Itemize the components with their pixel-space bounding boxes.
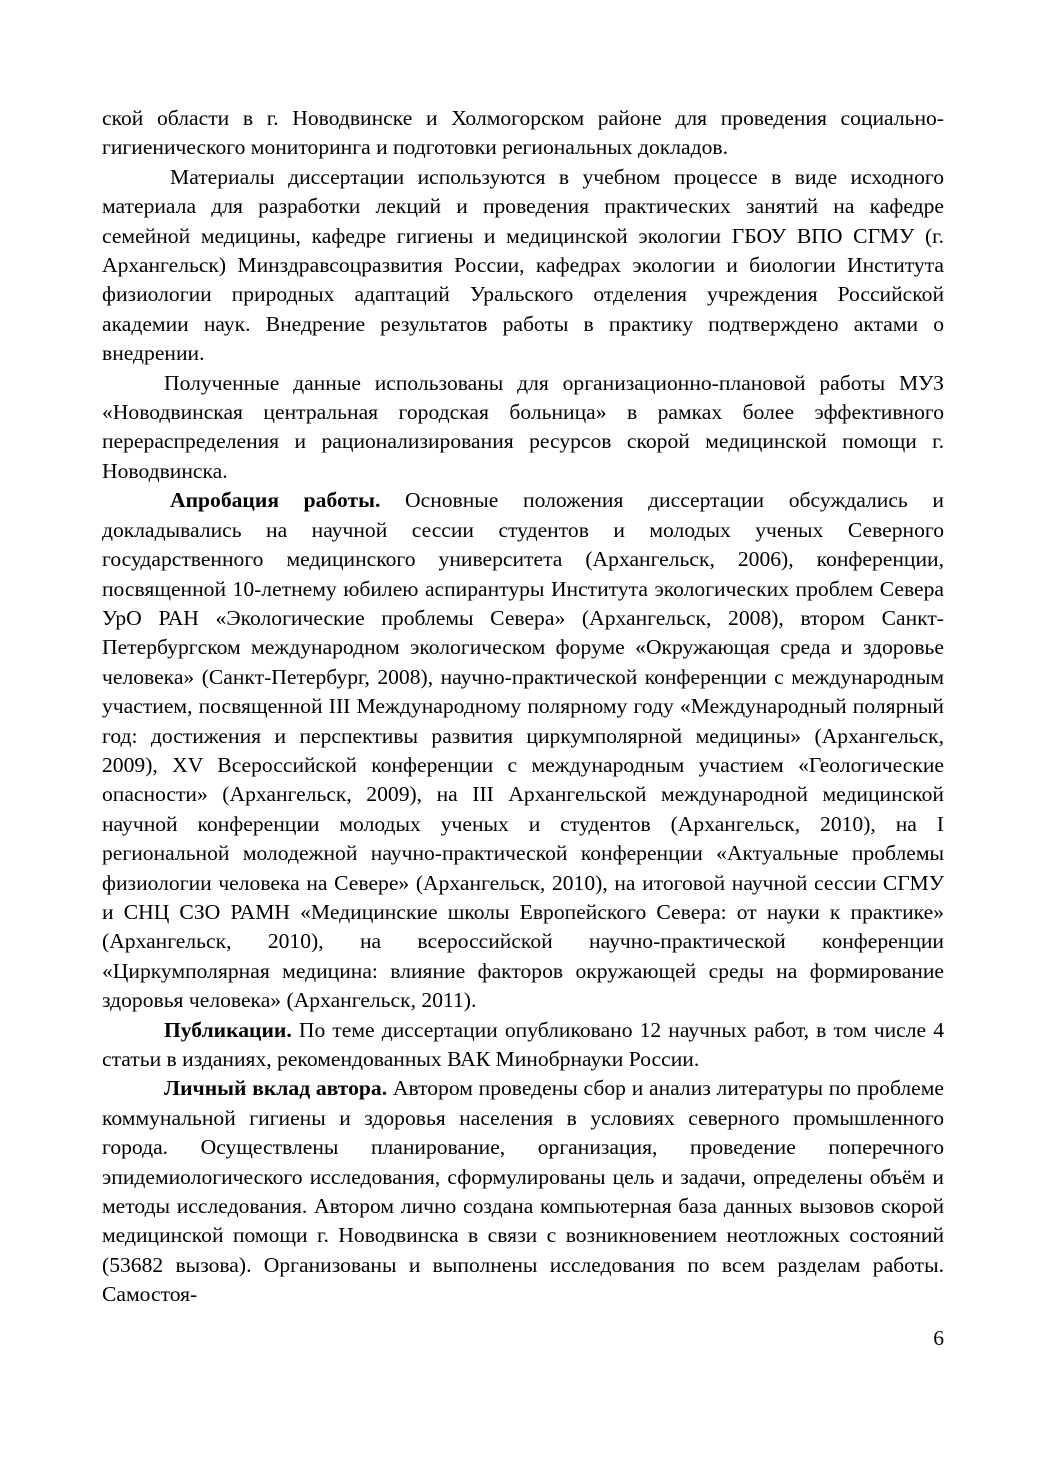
paragraph-materials bbox=[102, 163, 944, 369]
paragraph-heading: Личный вклад автора. bbox=[164, 1076, 388, 1101]
paragraph-heading: Апробация работы. bbox=[170, 488, 381, 513]
paragraph-publications bbox=[102, 1016, 944, 1075]
paragraph-data-used bbox=[102, 369, 944, 487]
paragraph-text: Основные положения диссертации обсуждались и докладывались на научной сессии студентов и молодых ученых Северного государственного медицинского университета (Архангельск, 2006), конференции, посвященной 10-летнему юбилею аспирантуры Института экологических проблем Севера УрО РАН «Экологические проблемы Севера» (Архангельск, 2008), втором Санкт-Петербургском международном экологическом форуме «Окружающая среда и здоровье человека» (Санкт-Петербург, 2008), научно-практической конференции с международным участием, посвященной III Международному полярному году «Международный полярный год: достижения и перспективы развития циркумполярной медицины» (Архангельск, 2009), XV Всероссийской конференции с международным участием «Геологические опасности» (Архангельск, 2009), на III Архангельской международной медицинской научной конференции молодых ученых и студентов (Архангельск, 2010), на I региональной молодежной научно-практической конференции «Актуальные проблемы физиологии человека на Севере» (Архангельск, 2010), на итоговой научной сессии СГМУ и СНЦ СЗО РАМН «Медицинские школы Европейского Севера: от науки к практике» (Архангельск, 2010), на всероссийской научно-практической конференции «Циркумполярная медицина: влияние факторов окружающей среды на формирование здоровья человека» (Архангельск, 2011). bbox=[102, 488, 944, 1013]
paragraph-approbation bbox=[102, 486, 944, 1015]
paragraph-heading: Публикации. bbox=[164, 1017, 292, 1042]
paragraph-text: По теме диссертации опубликовано 12 научных работ, в том числе 4 статьи в изданиях, рекомендованных ВАК Минобрнауки России. bbox=[102, 1017, 944, 1071]
paragraph-continuation bbox=[102, 104, 944, 163]
paragraph-text: Автором проведены сбор и анализ литературы по проблеме коммунальной гигиены и здоровья населения в условиях северного промышленного города. Осуществлены планирование, организация, проведение поперечного эпидемиологического исследования, сформулированы цель и задачи, определены объём и методы исследования. Автором лично создана компьютерная база данных вызовов скорой медицинской помощи г. Новодвинска в связи с возникновением неотложных состояний (53682 вызова). Организованы и выполнены исследования по всем разделам работы. Самостоя- bbox=[102, 1076, 945, 1307]
document-page bbox=[102, 104, 944, 1310]
paragraph-text: Полученные данные использованы для организационно-плановой работы МУЗ «Новодвинская центральная городская больница» в рамках более эффективного перераспределения и рационализирования ресурсов скорой медицинской помощи г. Новодвинска. bbox=[102, 370, 944, 483]
paragraph-text: Материалы диссертации используются в учебном процессе в виде исходного материала для разработки лекций и проведения практических занятий на кафедре семейной медицины, кафедре гигиены и медицинской экологии ГБОУ ВПО СГМУ (г. Архангельск) Минздравсоцразвития России, кафедрах экологии и биологии Института физиологии природных адаптаций Уральского отделения учреждения Российской академии наук. Внедрение результатов работы в практику подтверждено актами о внедрении. bbox=[102, 164, 944, 366]
page-number: 6 bbox=[933, 1326, 944, 1350]
paragraph-text: ской области в г. Новодвинске и Холмогорском районе для проведения социально-гигиенического мониторинга и подготовки региональных докладов. bbox=[102, 106, 944, 160]
paragraph-contribution bbox=[102, 1074, 944, 1309]
